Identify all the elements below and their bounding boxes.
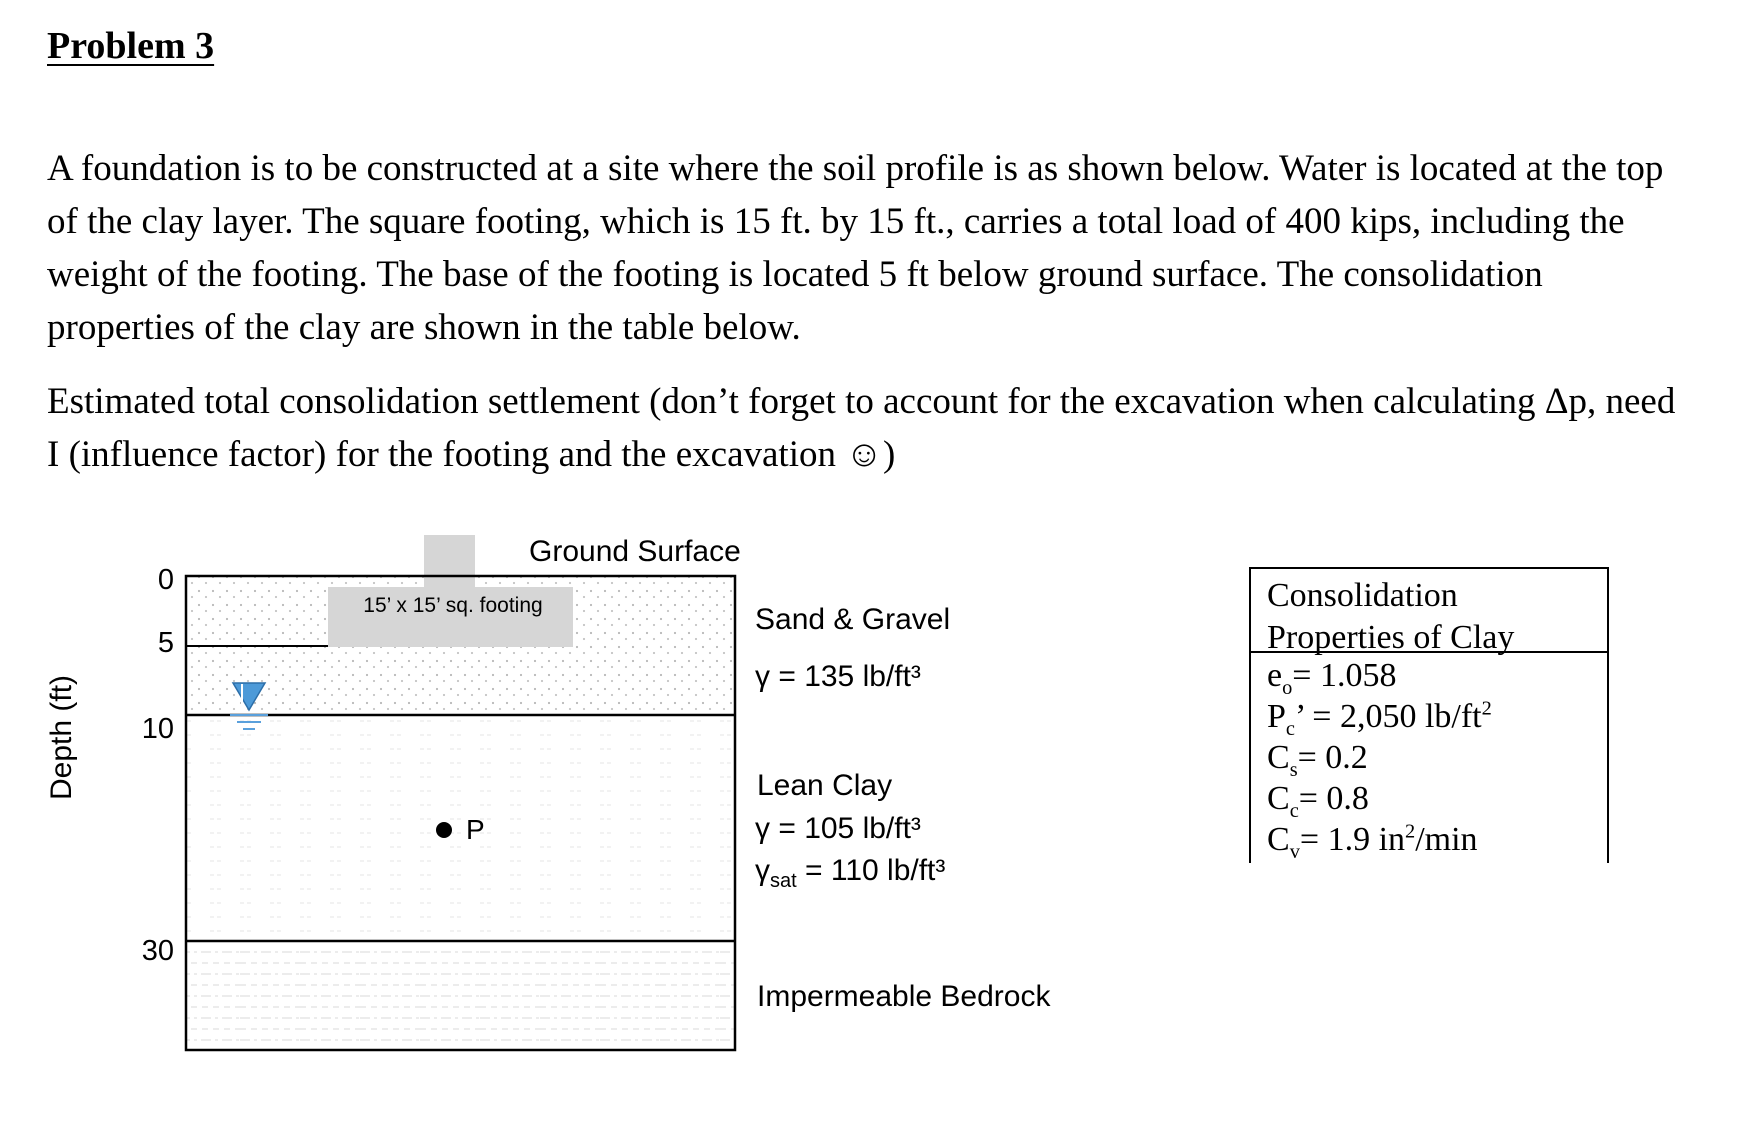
row-value: = 0.8 — [1298, 780, 1369, 817]
table-row-pc — [1267, 696, 1607, 740]
row-subscript: v — [1289, 840, 1300, 863]
row-symbol: C — [1267, 780, 1290, 817]
row-subscript: c — [1285, 717, 1295, 740]
problem-statement: A foundation is to be constructed at a site where the soil profile is as shown below. Water is located at the top of the clay layer. The square footing, which is 15 ft. by 15 ft., carries a total load of 400 kips, including the weight of the footing. The base of the footing is located 5 ft below ground surface. The consolidation properties of the clay are shown in the table below. — [47, 148, 1664, 348]
footing-label: 15’ x 15’ sq. footing — [363, 594, 543, 617]
clay-gamma-sat-value: = 110 lb/ft³ — [796, 854, 946, 887]
row-subscript: c — [1289, 799, 1299, 822]
sand-layer-name: Sand & Gravel — [755, 603, 951, 636]
clay-gamma-value: = 105 lb/ft³ — [770, 812, 921, 845]
sand-unit-weight — [755, 660, 921, 694]
table-row-cs — [1267, 737, 1607, 781]
point-p-marker — [436, 822, 452, 838]
depth-tick-30: 30 — [141, 935, 174, 967]
table-header-line-1: Consolidation — [1267, 577, 1458, 614]
table-header — [1251, 569, 1607, 656]
row-superscript: 2 — [1405, 820, 1416, 843]
clay-layer-name: Lean Clay — [757, 769, 893, 802]
problem-title: Problem 3 — [47, 25, 215, 67]
depth-tick-0: 0 — [157, 564, 174, 596]
row-value: ’ = 2,050 lb/ft — [1294, 698, 1482, 735]
row-symbol: C — [1267, 821, 1290, 858]
clay-saturated-unit-weight — [755, 854, 946, 892]
row-value: = 0.2 — [1297, 739, 1368, 776]
gamma-symbol: γ — [755, 812, 770, 845]
row-symbol: e — [1267, 657, 1283, 694]
depth-tick-10: 10 — [141, 713, 174, 745]
table-row-eo — [1267, 655, 1607, 699]
table-body — [1251, 653, 1607, 863]
gamma-symbol: γ — [755, 660, 770, 693]
clay-unit-weight — [755, 812, 921, 846]
ground-surface-label: Ground Surface — [529, 535, 741, 568]
point-p-label: P — [466, 814, 485, 845]
row-value: = 1.058 — [1292, 657, 1397, 694]
row-superscript: 2 — [1481, 697, 1492, 720]
lean-clay-layer — [186, 715, 735, 941]
consolidation-properties-table — [1249, 567, 1609, 863]
depth-tick-5: 5 — [157, 627, 174, 659]
table-header-line-2: Properties of Clay — [1267, 619, 1515, 656]
row-subscript: s — [1289, 758, 1298, 781]
row-subscript: o — [1282, 676, 1293, 699]
table-row-cc — [1267, 778, 1607, 822]
gamma-symbol: γ — [755, 854, 770, 887]
row-symbol: C — [1267, 739, 1290, 776]
row-tail: /min — [1415, 821, 1478, 858]
task-statement: Estimated total consolidation settlement (don’t forget to account for the excavation when calculating Δp, need I (influence factor) for the footing and the excavation ☺) — [47, 381, 1676, 475]
bedrock-layer-name: Impermeable Bedrock — [757, 980, 1051, 1013]
row-symbol: P — [1267, 698, 1286, 735]
bedrock-layer — [186, 941, 735, 1050]
gamma-sat-subscript: sat — [770, 870, 797, 892]
table-row-cv — [1267, 819, 1607, 863]
depth-axis-label: Depth (ft) — [45, 674, 78, 800]
sand-gamma-value: = 135 lb/ft³ — [770, 660, 921, 693]
row-value: = 1.9 in — [1299, 821, 1406, 858]
footing-column — [424, 535, 475, 587]
